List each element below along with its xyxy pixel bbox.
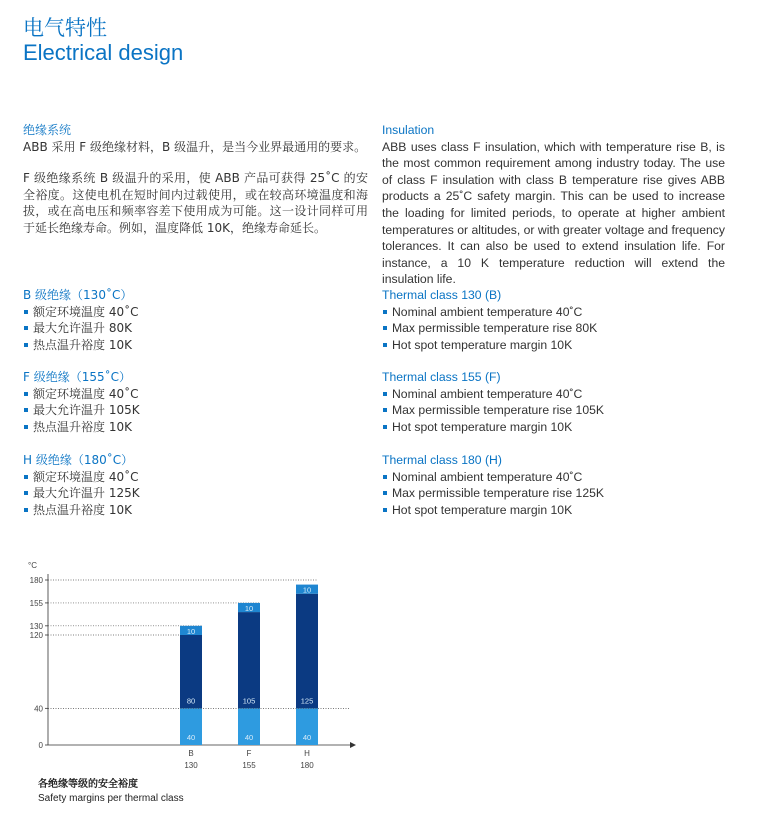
bar-value-label: 40 — [302, 733, 312, 742]
chart-caption-cn: 各绝缘等级的安全裕度 — [38, 779, 138, 790]
insulation-section-en — [382, 122, 725, 288]
list-item: Hot spot temperature margin 10K — [382, 419, 725, 436]
class-h-cn — [23, 452, 368, 518]
insulation-para1-cn: ABB 采用 F 级绝缘材料，B 级温升，是当今业界最通用的要求。 — [23, 139, 367, 154]
page-title-cn: 电气特性 — [23, 16, 107, 40]
list-item: Hot spot temperature margin 10K — [382, 337, 725, 354]
class-heading-en: Thermal class 180 (H) — [382, 453, 502, 467]
safety-margin-chart — [20, 560, 360, 775]
y-tick-label: 180 — [29, 576, 43, 585]
bar-value-label: 40 — [186, 733, 196, 742]
y-tick-label: 130 — [29, 621, 43, 631]
class-b-en — [382, 287, 725, 353]
class-heading-cn: B 级绝缘（130˚C） — [23, 288, 133, 302]
bar-value-label: 40 — [244, 733, 254, 742]
list-item: 最大允许温升 80K — [23, 320, 368, 337]
insulation-heading-cn: 绝缘系统 — [23, 123, 72, 137]
list-item: Max permissible temperature rise 80K — [382, 320, 725, 337]
insulation-para1-en: ABB uses class F insulation, which with temperature rise B, is the most common requirement among industry today. The use of class F insulation with class B temperature rise gives ABB products a 25˚C safety margin. This can be used to increase the loading for limited periods, to operate at higher ambient temperatures or altitudes, or with greater voltage and frequency tolerances. It can also be used to extend insulation life. For instance, a 10 K temperature reduction will extend the insulation life. — [382, 139, 725, 287]
insulation-heading-en: Insulation — [382, 123, 435, 137]
x-tick-label: F — [246, 749, 252, 758]
list-item: 额定环境温度 40˚C — [23, 304, 368, 321]
bar-value-label: 10 — [186, 626, 196, 636]
page-title-en: Electrical design — [23, 40, 184, 65]
class-heading-cn: F 级绝缘（155˚C） — [23, 370, 132, 384]
x-tick-label: H — [304, 749, 310, 758]
list-item: 最大允许温升 125K — [23, 485, 368, 502]
class-heading-en: Thermal class 155 (F) — [382, 370, 501, 384]
bar-value-label: 125 — [300, 696, 314, 706]
class-list-cn — [23, 469, 368, 519]
x-tick-sublabel: 130 — [184, 761, 198, 770]
insulation-section-cn — [23, 122, 368, 237]
list-item: Hot spot temperature margin 10K — [382, 502, 725, 519]
class-list-en — [382, 469, 725, 519]
x-axis-arrow — [350, 742, 356, 748]
class-f-cn — [23, 369, 368, 435]
list-item: Max permissible temperature rise 125K — [382, 485, 725, 502]
list-item: 热点温升裕度 10K — [23, 502, 368, 519]
y-unit-label: °C — [28, 561, 37, 570]
x-tick-sublabel: 155 — [242, 761, 256, 770]
class-heading-cn: H 级绝缘（180˚C） — [23, 453, 134, 467]
list-item: Nominal ambient temperature 40˚C — [382, 469, 725, 486]
bar-value-label: 10 — [302, 585, 312, 595]
class-f-en — [382, 369, 725, 435]
class-list-cn — [23, 386, 368, 436]
class-b-cn — [23, 287, 368, 353]
bar-value-label: 80 — [186, 696, 196, 706]
bar-segment — [238, 612, 260, 708]
chart-caption-en: Safety margins per thermal class — [38, 793, 184, 804]
list-item: 最大允许温升 105K — [23, 402, 368, 419]
x-tick-label: B — [188, 749, 194, 758]
list-item: Nominal ambient temperature 40˚C — [382, 386, 725, 403]
list-item: 热点温升裕度 10K — [23, 337, 368, 354]
bar-segment — [296, 594, 318, 709]
list-item: Nominal ambient temperature 40˚C — [382, 304, 725, 321]
y-tick-label: 155 — [29, 598, 43, 608]
y-tick-label: 120 — [29, 631, 43, 640]
class-list-cn — [23, 304, 368, 354]
class-heading-en: Thermal class 130 (B) — [382, 288, 502, 302]
class-list-en — [382, 386, 725, 436]
y-tick-label: 0 — [38, 741, 43, 750]
y-tick-label: 40 — [34, 704, 43, 714]
x-tick-sublabel: 180 — [300, 761, 314, 770]
insulation-para2-cn: F 级绝缘系统 B 级温升的采用，使 ABB 产品可获得 25˚C 的安全裕度。这使电机在短时间内过载使用，或在较高环境温度和海拔，或在高电压和频率容差下使用成为可能。这一设计同样可用于延长绝缘寿命。例如，温度降低 10K，绝缘寿命延长。 — [23, 171, 368, 235]
list-item: Max permissible temperature rise 105K — [382, 402, 725, 419]
bar-value-label: 105 — [242, 696, 256, 706]
list-item: 额定环境温度 40˚C — [23, 469, 368, 486]
chart-caption — [38, 778, 184, 806]
bar-value-label: 10 — [244, 603, 254, 613]
class-list-en — [382, 304, 725, 354]
list-item: 额定环境温度 40˚C — [23, 386, 368, 403]
class-h-en — [382, 452, 725, 518]
list-item: 热点温升裕度 10K — [23, 419, 368, 436]
